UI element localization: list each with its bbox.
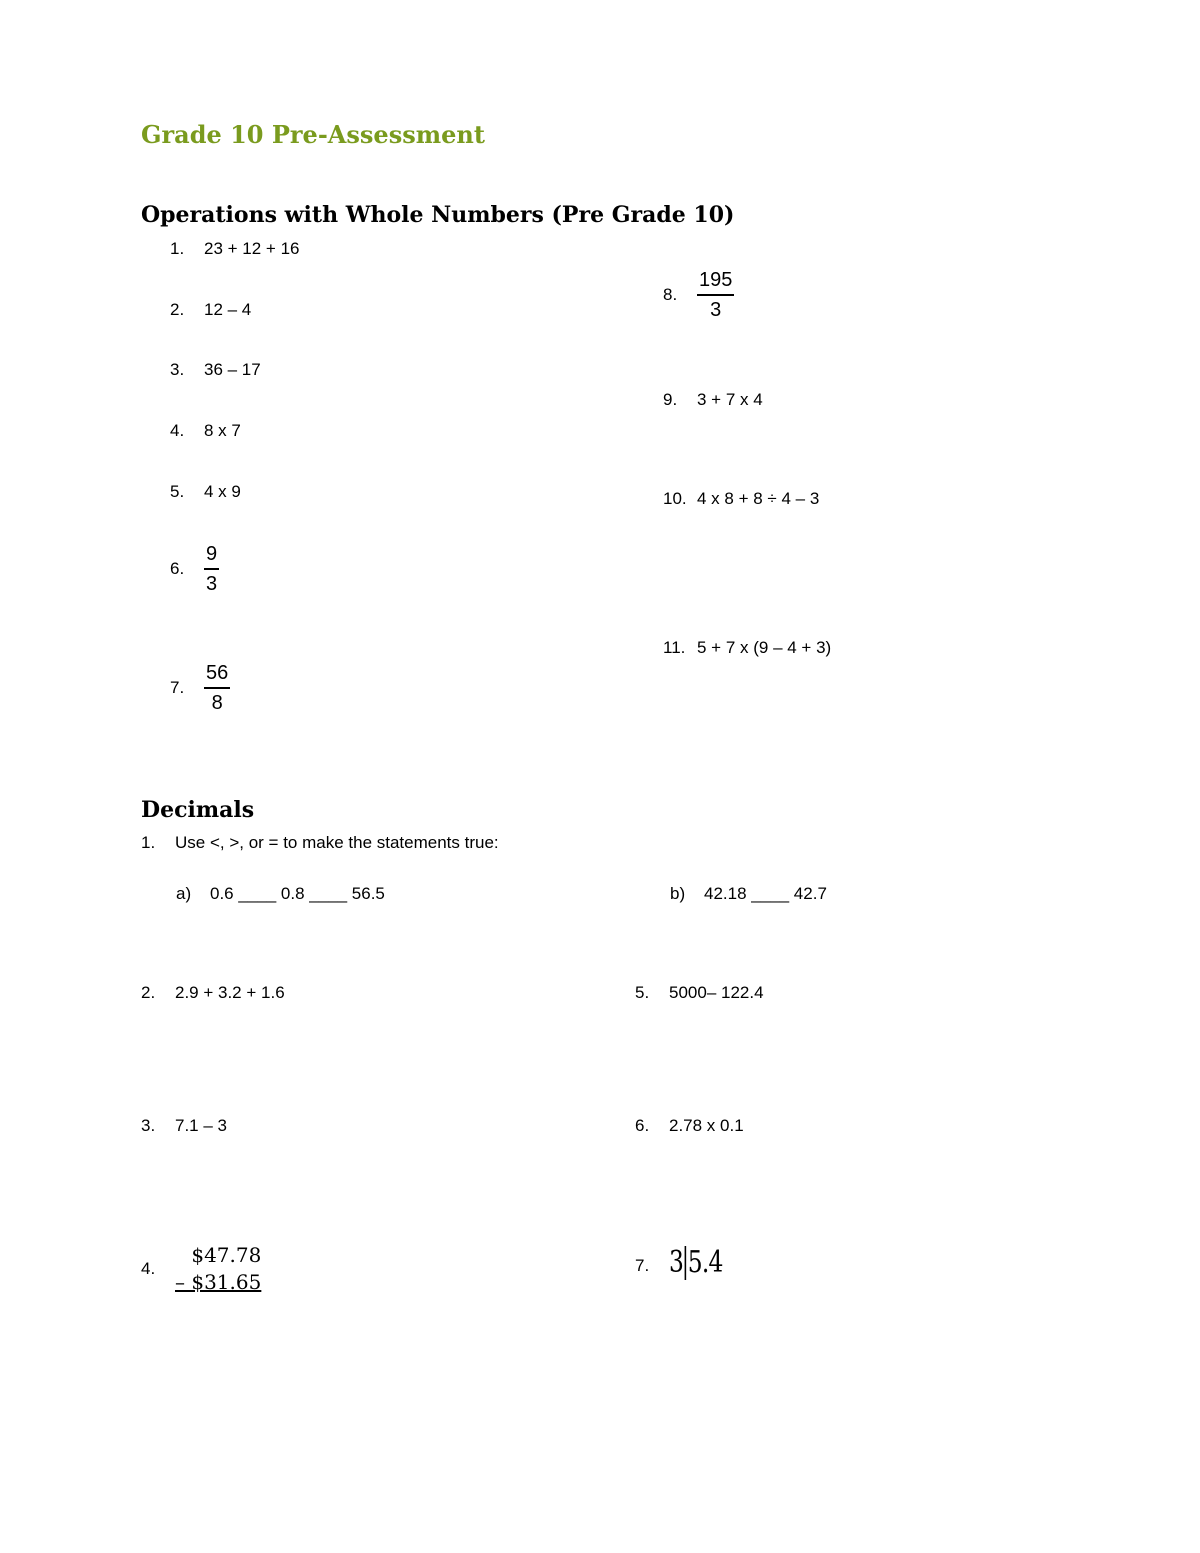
divisor: 3 [669,1246,686,1280]
question-letter: b) [670,884,686,903]
question-number: 3. [141,1116,156,1135]
subtrahend: – $31.65 [175,1270,262,1294]
fraction-denominator: 3 [206,573,218,595]
question-number: 9. [663,390,678,409]
decimal-question-1a [176,884,385,904]
question-number: 7. [635,1256,650,1275]
fraction-numerator: 195 [697,266,734,296]
question-text: 8 x 7 [204,421,241,440]
question-number: 1. [141,833,156,852]
section-heading-decimals: Decimals [141,797,255,823]
decimal-question-5 [635,983,764,1003]
decimal-question-7 [635,1246,738,1280]
question-10 [663,489,819,509]
question-text: 0.6 ____ 0.8 ____ 56.5 [210,884,385,903]
question-number: 6. [170,559,185,578]
section-heading-whole-numbers: Operations with Whole Numbers (Pre Grade 10) [141,202,735,228]
question-number: 10. [663,489,687,508]
question-text: 4 x 8 + 8 ÷ 4 – 3 [697,489,820,508]
question-text: 36 – 17 [204,360,261,379]
question-text: 2.78 x 0.1 [669,1116,744,1135]
question-9 [663,390,763,410]
fraction-numerator: 9 [204,540,219,570]
question-text: 2.9 + 3.2 + 1.6 [175,983,285,1002]
question-1 [170,239,299,259]
question-number: 2. [141,983,156,1002]
long-division [669,1246,723,1280]
question-text: 5 + 7 x (9 – 4 + 3) [697,638,832,657]
question-6 [170,540,219,598]
decimal-question-2 [141,983,285,1003]
question-letter: a) [176,884,192,903]
question-8 [663,266,734,324]
question-number: 4. [141,1259,156,1278]
question-text: 3 + 7 x 4 [697,390,763,409]
fraction [204,540,219,598]
fraction-numerator: 56 [204,659,230,689]
question-4 [170,421,241,441]
question-number: 11. [663,638,686,657]
question-text: 5000– 122.4 [669,983,764,1002]
question-text: Use <, >, or = to make the statements true: [175,833,499,852]
minuend: $47.78 [191,1243,262,1267]
question-number: 4. [170,421,185,440]
question-text: 7.1 – 3 [175,1116,227,1135]
fraction [697,266,734,324]
question-number: 5. [170,482,185,501]
question-number: 1. [170,239,185,258]
question-number: 2. [170,300,185,319]
decimal-question-4 [141,1242,261,1296]
question-5 [170,482,241,502]
question-text: 4 x 9 [204,482,241,501]
question-number: 6. [635,1116,650,1135]
question-number: 3. [170,360,185,379]
page-title: Grade 10 Pre-Assessment [141,120,485,149]
question-number: 8. [663,285,678,304]
question-text: 42.18 ____ 42.7 [704,884,827,903]
question-7 [170,659,230,717]
decimal-question-6 [635,1116,744,1136]
decimal-question-1 [141,833,499,853]
question-2 [170,300,251,320]
question-number: 5. [635,983,650,1002]
dividend: 5.4 [687,1245,723,1280]
fraction-denominator: 8 [211,692,223,714]
question-number: 7. [170,678,185,697]
question-text: 23 + 12 + 16 [204,239,300,258]
fraction [204,659,230,717]
question-text: 12 – 4 [204,300,252,319]
question-3 [170,360,261,380]
fraction-denominator: 3 [710,299,722,321]
decimal-question-1b [670,884,827,904]
decimal-question-3 [141,1116,227,1136]
question-11 [663,638,831,658]
subtraction-stack [175,1242,261,1296]
